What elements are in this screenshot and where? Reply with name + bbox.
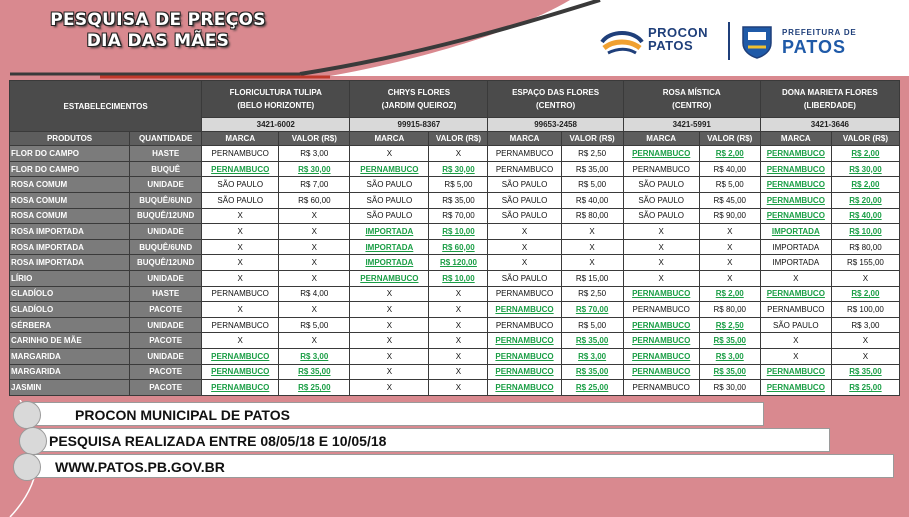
brand-cell: PERNAMBUCO xyxy=(202,364,279,380)
brand-cell: X xyxy=(488,255,561,271)
footer-procon xyxy=(28,402,764,426)
brand-cell: PERNAMBUCO xyxy=(488,349,561,365)
table-row xyxy=(10,380,900,396)
price-cell: R$ 60,00 xyxy=(429,239,488,255)
price-cell: R$ 3,00 xyxy=(279,349,350,365)
brand-cell: PERNAMBUCO xyxy=(623,317,699,333)
product-name: ROSA IMPORTADA xyxy=(10,224,130,240)
product-quantity: UNIDADE xyxy=(130,317,202,333)
footer-bullet-2 xyxy=(19,427,47,455)
product-name: ROSA IMPORTADA xyxy=(10,239,130,255)
brand-cell: X xyxy=(350,349,429,365)
product-name: ROSA COMUM xyxy=(10,208,130,224)
product-name: FLOR DO CAMPO xyxy=(10,146,130,162)
brand-cell: PERNAMBUCO xyxy=(623,161,699,177)
brand-cell: X xyxy=(350,146,429,162)
brand-cell: PERNAMBUCO xyxy=(760,146,831,162)
brand-cell: SÃO PAULO xyxy=(623,177,699,193)
price-cell: R$ 35,00 xyxy=(699,333,760,349)
product-quantity: HASTE xyxy=(130,146,202,162)
price-cell: R$ 100,00 xyxy=(831,302,899,318)
brand-cell: IMPORTADA xyxy=(350,224,429,240)
column-header-row xyxy=(10,132,900,146)
col-header-valor: VALOR (R$) xyxy=(699,132,760,146)
product-quantity: BUQUÊ/6UND xyxy=(130,239,202,255)
store-header xyxy=(350,81,488,118)
price-cell: R$ 30,00 xyxy=(831,161,899,177)
brand-cell: X xyxy=(623,224,699,240)
brand-cell: SÃO PAULO xyxy=(488,177,561,193)
brand-cell: SÃO PAULO xyxy=(350,193,429,209)
brand-cell: PERNAMBUCO xyxy=(623,286,699,302)
title-line-2: DIA DAS MÃES xyxy=(86,31,230,51)
brand-cell: X xyxy=(202,255,279,271)
brand-cell: SÃO PAULO xyxy=(760,317,831,333)
price-cell: X xyxy=(561,255,623,271)
price-cell: X xyxy=(279,255,350,271)
table-row xyxy=(10,317,900,333)
price-cell: R$ 5,00 xyxy=(561,177,623,193)
city-crest-icon xyxy=(740,23,774,59)
price-cell: R$ 30,00 xyxy=(429,161,488,177)
col-header-marca: MARCA xyxy=(760,132,831,146)
product-name: FLOR DO CAMPO xyxy=(10,161,130,177)
brand-cell: IMPORTADA xyxy=(350,255,429,271)
price-cell: R$ 35,00 xyxy=(831,364,899,380)
brand-cell: X xyxy=(202,271,279,287)
price-cell: X xyxy=(699,255,760,271)
brand-cell: PERNAMBUCO xyxy=(488,146,561,162)
price-cell: R$ 2,50 xyxy=(699,317,760,333)
price-cell: X xyxy=(429,146,488,162)
store-location: (JARDIM QUEIROZ) xyxy=(381,100,457,110)
price-cell: R$ 3,00 xyxy=(831,317,899,333)
product-quantity: BUQUÊ xyxy=(130,161,202,177)
procon-handshake-icon xyxy=(600,28,644,56)
price-cell: R$ 20,00 xyxy=(831,193,899,209)
brand-cell: X xyxy=(202,302,279,318)
brand-cell: SÃO PAULO xyxy=(202,193,279,209)
price-cell: X xyxy=(429,317,488,333)
brand-cell: X xyxy=(760,333,831,349)
brand-cell: X xyxy=(350,286,429,302)
col-header-marca: MARCA xyxy=(623,132,699,146)
price-cell: X xyxy=(429,286,488,302)
table-row xyxy=(10,177,900,193)
product-name: LÍRIO xyxy=(10,271,130,287)
price-cell: R$ 10,00 xyxy=(429,271,488,287)
product-name: GÉRBERA xyxy=(10,317,130,333)
price-cell: X xyxy=(831,349,899,365)
store-phone: 3421-5991 xyxy=(623,117,760,131)
store-location: (CENTRO) xyxy=(536,100,576,110)
product-quantity: BUQUÊ/12UND xyxy=(130,255,202,271)
price-cell: R$ 80,00 xyxy=(699,302,760,318)
price-cell: R$ 2,00 xyxy=(831,177,899,193)
table-row xyxy=(10,333,900,349)
product-name: GLADÍOLO xyxy=(10,286,130,302)
brand-cell: PERNAMBUCO xyxy=(760,286,831,302)
brand-cell: PERNAMBUCO xyxy=(202,317,279,333)
price-cell: X xyxy=(429,380,488,396)
product-quantity: BUQUÊ/12UND xyxy=(130,208,202,224)
price-cell: R$ 30,00 xyxy=(699,380,760,396)
brand-cell: X xyxy=(623,239,699,255)
brand-cell: SÃO PAULO xyxy=(202,177,279,193)
col-header-valor: VALOR (R$) xyxy=(561,132,623,146)
brand-cell: PERNAMBUCO xyxy=(488,161,561,177)
footer-bullet-1 xyxy=(13,401,41,429)
price-cell: X xyxy=(279,302,350,318)
brand-cell: SÃO PAULO xyxy=(623,193,699,209)
procon-logo-text: PROCON PATOS xyxy=(648,25,709,53)
product-name: MARGARIDA xyxy=(10,349,130,365)
price-table xyxy=(9,80,900,396)
brand-cell: IMPORTADA xyxy=(760,255,831,271)
brand-cell: PERNAMBUCO xyxy=(760,177,831,193)
store-phone: 3421-3646 xyxy=(760,117,899,131)
brand-cell: PERNAMBUCO xyxy=(202,349,279,365)
price-cell: R$ 40,00 xyxy=(831,208,899,224)
price-cell: R$ 35,00 xyxy=(699,364,760,380)
table-row xyxy=(10,302,900,318)
col-header-valor: VALOR (R$) xyxy=(831,132,899,146)
product-name: ROSA COMUM xyxy=(10,193,130,209)
establishments-header: ESTABELECIMENTOS xyxy=(10,81,202,132)
store-phone: 99915-8367 xyxy=(350,117,488,131)
price-cell: X xyxy=(279,208,350,224)
table-row xyxy=(10,208,900,224)
store-header xyxy=(623,81,760,118)
price-cell: R$ 4,00 xyxy=(279,286,350,302)
brand-cell: PERNAMBUCO xyxy=(202,286,279,302)
brand-cell: PERNAMBUCO xyxy=(202,161,279,177)
product-name: JASMIN xyxy=(10,380,130,396)
table-row xyxy=(10,271,900,287)
price-cell: X xyxy=(429,333,488,349)
price-cell: R$ 25,00 xyxy=(561,380,623,396)
brand-cell: PERNAMBUCO xyxy=(760,161,831,177)
product-quantity: PACOTE xyxy=(130,364,202,380)
table-row xyxy=(10,161,900,177)
col-header-valor: VALOR (R$) xyxy=(429,132,488,146)
brand-cell: X xyxy=(488,224,561,240)
brand-cell: PERNAMBUCO xyxy=(623,333,699,349)
brand-cell: PERNAMBUCO xyxy=(760,193,831,209)
table-row xyxy=(10,193,900,209)
brand-cell: PERNAMBUCO xyxy=(488,364,561,380)
price-cell: X xyxy=(561,239,623,255)
brand-cell: PERNAMBUCO xyxy=(488,380,561,396)
prefeitura-label: PREFEITURA DE xyxy=(782,28,857,37)
brand-cell: PERNAMBUCO xyxy=(623,302,699,318)
product-name: MARGARIDA xyxy=(10,364,130,380)
store-header xyxy=(488,81,623,118)
store-header-row xyxy=(10,81,900,118)
store-header xyxy=(760,81,899,118)
price-cell: R$ 5,00 xyxy=(279,317,350,333)
table-row xyxy=(10,349,900,365)
product-quantity: UNIDADE xyxy=(130,224,202,240)
product-name: ROSA COMUM xyxy=(10,177,130,193)
table-row xyxy=(10,146,900,162)
logo-divider xyxy=(728,22,730,60)
brand-cell: PERNAMBUCO xyxy=(623,146,699,162)
price-cell: R$ 70,00 xyxy=(561,302,623,318)
price-cell: X xyxy=(699,239,760,255)
price-cell: R$ 5,00 xyxy=(429,177,488,193)
price-cell: R$ 40,00 xyxy=(699,161,760,177)
price-cell: R$ 80,00 xyxy=(561,208,623,224)
brand-cell: PERNAMBUCO xyxy=(623,380,699,396)
store-location: (BELO HORIZONTE) xyxy=(237,100,315,110)
prefeitura-city: PATOS xyxy=(782,37,847,57)
price-cell: R$ 45,00 xyxy=(699,193,760,209)
table-row xyxy=(10,224,900,240)
brand-cell: X xyxy=(350,380,429,396)
brand-cell: SÃO PAULO xyxy=(350,208,429,224)
brand-cell: X xyxy=(623,255,699,271)
table-row xyxy=(10,364,900,380)
price-cell: X xyxy=(279,239,350,255)
product-quantity: HASTE xyxy=(130,286,202,302)
store-header xyxy=(202,81,350,118)
price-cell: R$ 120,00 xyxy=(429,255,488,271)
store-name: DONA MARIETA FLORES xyxy=(782,87,878,97)
brand-cell: PERNAMBUCO xyxy=(488,302,561,318)
brand-cell: X xyxy=(623,271,699,287)
price-cell: X xyxy=(561,224,623,240)
footer-website[interactable] xyxy=(28,454,894,478)
price-cell: X xyxy=(279,224,350,240)
brand-cell: PERNAMBUCO xyxy=(623,349,699,365)
price-cell: R$ 35,00 xyxy=(561,364,623,380)
price-cell: R$ 3,00 xyxy=(279,146,350,162)
footer-period-text: PESQUISA REALIZADA ENTRE 08/05/18 E 10/05/18 xyxy=(49,433,387,449)
brand-cell: PERNAMBUCO xyxy=(760,364,831,380)
product-quantity: UNIDADE xyxy=(130,271,202,287)
brand-cell: X xyxy=(202,239,279,255)
price-cell: R$ 70,00 xyxy=(429,208,488,224)
price-cell: X xyxy=(831,271,899,287)
brand-cell: X xyxy=(350,302,429,318)
brand-cell: X xyxy=(760,349,831,365)
brand-cell: PERNAMBUCO xyxy=(760,380,831,396)
price-cell: X xyxy=(279,333,350,349)
price-cell: R$ 25,00 xyxy=(831,380,899,396)
col-header-marca: MARCA xyxy=(488,132,561,146)
price-cell: R$ 60,00 xyxy=(279,193,350,209)
price-cell: R$ 2,00 xyxy=(699,286,760,302)
brand-cell: SÃO PAULO xyxy=(488,208,561,224)
price-cell: R$ 15,00 xyxy=(561,271,623,287)
brand-cell: X xyxy=(350,364,429,380)
brand-cell: X xyxy=(350,333,429,349)
brand-cell: X xyxy=(202,333,279,349)
logos xyxy=(600,22,900,62)
store-name: ESPAÇO DAS FLORES xyxy=(512,87,600,97)
table-row xyxy=(10,255,900,271)
product-quantity: BUQUÊ/6UND xyxy=(130,193,202,209)
col-header-marca: MARCA xyxy=(350,132,429,146)
brand-cell: SÃO PAULO xyxy=(623,208,699,224)
price-cell: R$ 90,00 xyxy=(699,208,760,224)
price-cell: R$ 25,00 xyxy=(279,380,350,396)
price-cell: X xyxy=(831,333,899,349)
price-cell: R$ 3,00 xyxy=(561,349,623,365)
brand-cell: IMPORTADA xyxy=(760,224,831,240)
price-cell: R$ 2,50 xyxy=(561,286,623,302)
price-cell: R$ 80,00 xyxy=(831,239,899,255)
price-cell: R$ 2,50 xyxy=(561,146,623,162)
brand-cell: PERNAMBUCO xyxy=(202,380,279,396)
footer-bullet-3 xyxy=(13,453,41,481)
col-header-valor: VALOR (R$) xyxy=(279,132,350,146)
brand-cell: X xyxy=(488,239,561,255)
price-cell: R$ 40,00 xyxy=(561,193,623,209)
brand-cell: PERNAMBUCO xyxy=(760,208,831,224)
brand-cell: PERNAMBUCO xyxy=(488,333,561,349)
store-location: (LIBERDADE) xyxy=(803,100,856,110)
price-cell: R$ 5,00 xyxy=(561,317,623,333)
price-cell: R$ 2,00 xyxy=(831,286,899,302)
footer-procon-text: PROCON MUNICIPAL DE PATOS xyxy=(75,407,290,423)
price-cell: R$ 35,00 xyxy=(561,161,623,177)
brand-cell: X xyxy=(350,317,429,333)
brand-cell: PERNAMBUCO xyxy=(350,161,429,177)
price-cell: X xyxy=(279,271,350,287)
price-cell: R$ 2,00 xyxy=(699,146,760,162)
brand-cell: PERNAMBUCO xyxy=(760,302,831,318)
product-quantity: UNIDADE xyxy=(130,349,202,365)
price-cell: X xyxy=(699,224,760,240)
footer-period xyxy=(34,428,830,452)
brand-cell: SÃO PAULO xyxy=(350,177,429,193)
price-cell: X xyxy=(699,271,760,287)
store-phone: 99653-2458 xyxy=(488,117,623,131)
brand-cell: IMPORTADA xyxy=(350,239,429,255)
product-name: ROSA IMPORTADA xyxy=(10,255,130,271)
price-cell: R$ 35,00 xyxy=(279,364,350,380)
price-cell: R$ 3,00 xyxy=(699,349,760,365)
page-title xyxy=(18,10,298,52)
brand-cell: X xyxy=(202,224,279,240)
product-quantity: PACOTE xyxy=(130,302,202,318)
store-name: ROSA MÍSTICA xyxy=(662,87,721,97)
price-cell: R$ 155,00 xyxy=(831,255,899,271)
table-row xyxy=(10,239,900,255)
store-name: CHRYS FLORES xyxy=(387,87,451,97)
col-header-quantidade: QUANTIDADE xyxy=(130,132,202,146)
brand-cell: SÃO PAULO xyxy=(488,193,561,209)
price-cell: R$ 5,00 xyxy=(699,177,760,193)
title-line-1: PESQUISA DE PREÇOS xyxy=(50,10,266,30)
brand-cell: X xyxy=(202,208,279,224)
store-phone: 3421-6002 xyxy=(202,117,350,131)
price-cell: X xyxy=(429,302,488,318)
price-cell: X xyxy=(429,364,488,380)
price-cell: R$ 35,00 xyxy=(429,193,488,209)
price-cell: R$ 10,00 xyxy=(831,224,899,240)
brand-cell: PERNAMBUCO xyxy=(202,146,279,162)
product-quantity: PACOTE xyxy=(130,333,202,349)
product-name: CARINHO DE MÃE xyxy=(10,333,130,349)
product-quantity: UNIDADE xyxy=(130,177,202,193)
store-location: (CENTRO) xyxy=(672,100,712,110)
price-cell: R$ 2,00 xyxy=(831,146,899,162)
brand-cell: SÃO PAULO xyxy=(488,271,561,287)
price-cell: R$ 7,00 xyxy=(279,177,350,193)
col-header-marca: MARCA xyxy=(202,132,279,146)
price-cell: R$ 10,00 xyxy=(429,224,488,240)
brand-cell: PERNAMBUCO xyxy=(623,364,699,380)
price-cell: R$ 30,00 xyxy=(279,161,350,177)
brand-cell: PERNAMBUCO xyxy=(488,286,561,302)
price-cell: R$ 35,00 xyxy=(561,333,623,349)
product-name: GLADÍOLO xyxy=(10,302,130,318)
brand-cell: X xyxy=(760,271,831,287)
brand-cell: PERNAMBUCO xyxy=(488,317,561,333)
col-header-produtos: PRODUTOS xyxy=(10,132,130,146)
price-cell: X xyxy=(429,349,488,365)
brand-cell: PERNAMBUCO xyxy=(350,271,429,287)
footer-website-link[interactable]: WWW.PATOS.PB.GOV.BR xyxy=(55,459,225,475)
brand-cell: IMPORTADA xyxy=(760,239,831,255)
product-quantity: PACOTE xyxy=(130,380,202,396)
store-name: FLORICULTURA TULIPA xyxy=(229,87,322,97)
table-row xyxy=(10,286,900,302)
